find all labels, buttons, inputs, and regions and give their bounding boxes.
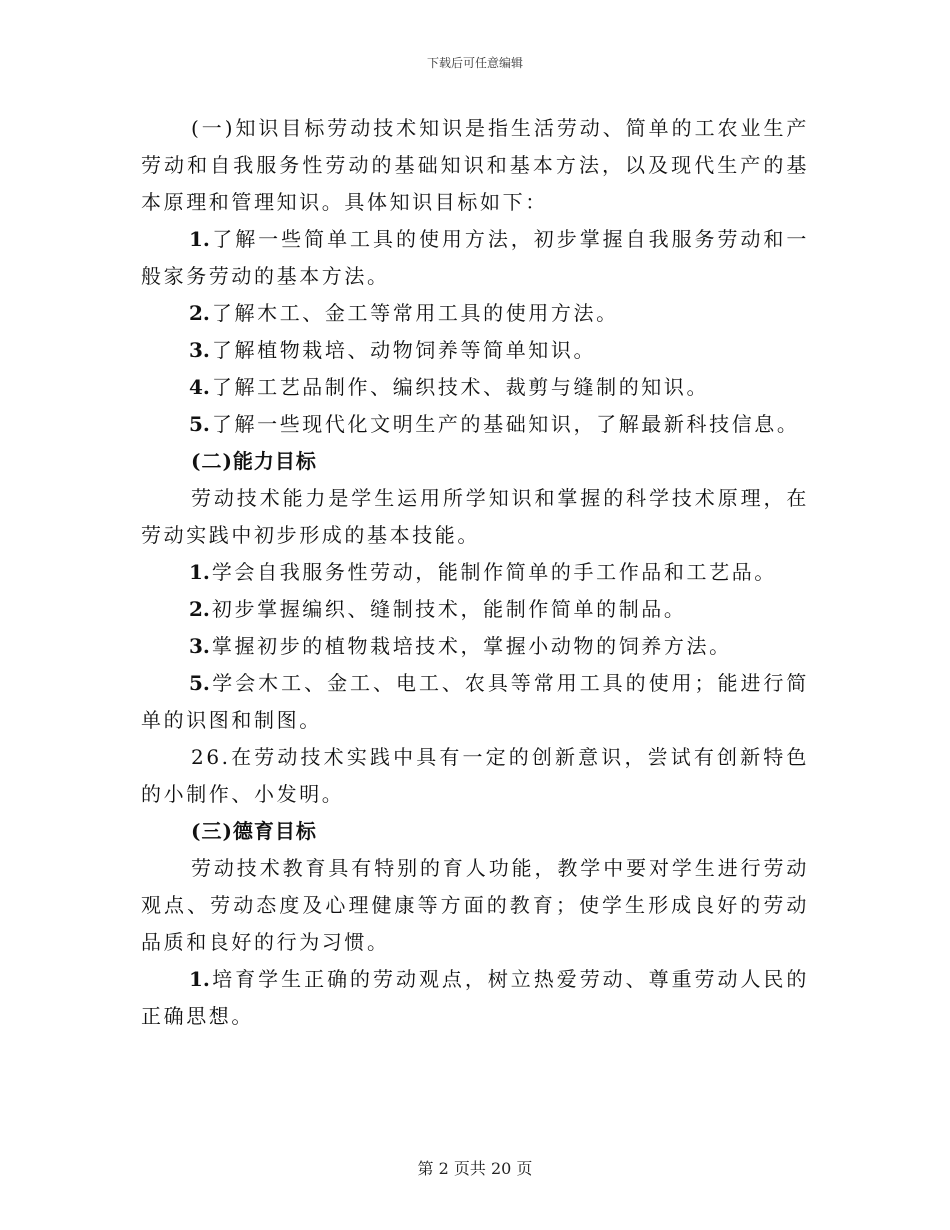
paragraph-text: 初步掌握编织、缝制技术，能制作简单的制品。 — [211, 597, 687, 621]
paragraph-number: 1. — [189, 967, 210, 991]
paragraph-text: 了解一些简单工具的使用方法，初步掌握自我服务劳动和一般家务劳动的基本方法。 — [141, 227, 809, 288]
paragraph-text: 劳动技术能力是学生运用所学知识和掌握的科学技术原理，在劳动实践中初步形成的基本技能。 — [141, 486, 809, 547]
document-body — [141, 110, 809, 1035]
paragraph-text: 掌握初步的植物栽培技术，掌握小动物的饲养方法。 — [211, 634, 732, 658]
paragraph-number: 2. — [189, 301, 210, 325]
paragraph-text: 了解一些现代化文明生产的基础知识，了解最新科技信息。 — [211, 412, 800, 436]
paragraph-number: 3. — [189, 634, 210, 658]
list-item — [141, 628, 809, 665]
list-item — [141, 665, 809, 739]
section-heading-moral-goal — [141, 813, 809, 850]
paragraph-text: 劳动技术教育具有特别的育人功能，教学中要对学生进行劳动观点、劳动态度及心理健康等方面的教育；使学生形成良好的劳动品质和良好的行为习惯。 — [141, 856, 809, 954]
paragraph-text: (一)知识目标劳动技术知识是指生活劳动、简单的工农业生产劳动和自我服务性劳动的基础知识和基本方法，以及现代生产的基本原理和管理知识。具体知识目标如下： — [141, 116, 809, 214]
list-item — [141, 295, 809, 332]
paragraph-number: 4. — [189, 375, 210, 399]
list-item — [141, 332, 809, 369]
page-number-footer: 第 2 页共 20 页 — [417, 1159, 533, 1178]
paragraph-text: 26.在劳动技术实践中具有一定的创新意识，尝试有创新特色的小制作、小发明。 — [141, 745, 809, 806]
list-item — [141, 961, 809, 1035]
paragraph-number: 1. — [189, 560, 210, 584]
paragraph-moral-intro — [141, 850, 809, 961]
section-heading-text: (三)德育目标 — [191, 819, 317, 843]
paragraph-ability-intro — [141, 480, 809, 554]
paragraph-text: 学会自我服务性劳动，能制作简单的手工作品和工艺品。 — [211, 560, 777, 584]
header-note: 下载后可任意编辑 — [426, 56, 523, 70]
section-heading-text: (二)能力目标 — [191, 449, 317, 473]
paragraph-text: 了解工艺品制作、编织技术、裁剪与缝制的知识。 — [211, 375, 710, 399]
paragraph-number: 5. — [189, 671, 210, 695]
list-item — [141, 369, 809, 406]
list-item — [141, 221, 809, 295]
paragraph-text: 了解植物栽培、动物饲养等简单知识。 — [211, 338, 597, 362]
list-item — [141, 739, 809, 813]
paragraph-text: 学会木工、金工、电工、农具等常用工具的使用；能进行简单的识图和制图。 — [141, 671, 809, 732]
paragraph-number: 2. — [189, 597, 210, 621]
paragraph-text: 培育学生正确的劳动观点，树立热爱劳动、尊重劳动人民的正确思想。 — [141, 967, 809, 1028]
paragraph-number: 5. — [189, 412, 210, 436]
paragraph-text: 了解木工、金工等常用工具的使用方法。 — [211, 301, 619, 325]
paragraph-number: 3. — [189, 338, 210, 362]
list-item — [141, 406, 809, 443]
paragraph-number: 1. — [189, 227, 210, 251]
list-item — [141, 554, 809, 591]
list-item — [141, 591, 809, 628]
paragraph-knowledge-goal-intro — [141, 110, 809, 221]
section-heading-ability-goal — [141, 443, 809, 480]
